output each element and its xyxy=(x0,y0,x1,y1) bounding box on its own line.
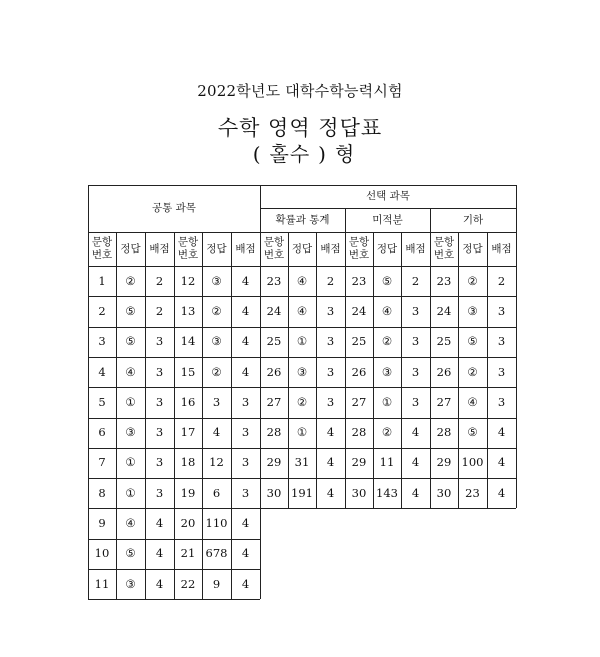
elective-points: 4 xyxy=(326,425,335,440)
common-answer: 678 xyxy=(205,546,228,561)
elective-points: 3 xyxy=(497,303,506,318)
col-header-answer: 정답 xyxy=(462,242,483,255)
common-answer: ③ xyxy=(125,425,136,440)
table-rule xyxy=(88,539,260,540)
common-answer: ① xyxy=(125,485,136,500)
common-points: 3 xyxy=(155,485,164,500)
col-header-points: 배점 xyxy=(405,242,426,255)
elective-answer: 31 xyxy=(294,455,310,470)
elective-points: 3 xyxy=(497,394,506,409)
common-answer: ② xyxy=(211,303,222,318)
col-header-number: 문항 번호 xyxy=(433,236,455,261)
col-header-points: 배점 xyxy=(320,242,341,255)
table-rule xyxy=(88,387,260,388)
common-q-number: 18 xyxy=(180,455,196,470)
common-answer: ③ xyxy=(211,334,222,349)
exam-title: 2022학년도 대학수학능력시험 xyxy=(197,82,403,100)
table-rule xyxy=(373,232,374,508)
elective-q-number: 25 xyxy=(351,334,367,349)
table-rule xyxy=(401,232,402,508)
elective-q-number: 25 xyxy=(266,334,282,349)
table-rule xyxy=(145,232,146,599)
elective-q-number: 30 xyxy=(436,485,452,500)
table-rule xyxy=(487,232,488,508)
col-header-points: 배점 xyxy=(149,242,170,255)
common-q-number: 2 xyxy=(98,303,106,318)
common-answer: 110 xyxy=(205,516,228,531)
elective-points: 3 xyxy=(411,334,420,349)
common-points: 3 xyxy=(155,425,164,440)
table-rule xyxy=(88,508,260,509)
common-answer: ① xyxy=(125,394,136,409)
elective-points: 3 xyxy=(326,303,335,318)
elective-answer: 191 xyxy=(291,485,313,500)
table-rule xyxy=(260,478,516,479)
table-rule xyxy=(260,418,516,419)
common-points: 4 xyxy=(155,546,164,561)
elective-answer: ② xyxy=(467,364,478,379)
elective-points: 4 xyxy=(497,425,506,440)
elective-q-number: 26 xyxy=(436,364,452,379)
common-q-number: 17 xyxy=(180,425,196,440)
elective-answer: ① xyxy=(296,334,308,349)
elective-answer: ① xyxy=(296,425,308,440)
common-q-number: 6 xyxy=(98,425,106,440)
table-rule xyxy=(516,185,518,508)
elective-answer: 11 xyxy=(379,455,395,470)
paren-close: ) xyxy=(318,142,327,166)
table-rule xyxy=(260,357,516,358)
col-header-number: 문항 번호 xyxy=(348,236,370,261)
table-rule xyxy=(88,185,90,599)
table-rule xyxy=(260,208,516,209)
common-q-number: 20 xyxy=(180,516,196,531)
table-rule xyxy=(288,232,289,508)
common-q-number: 10 xyxy=(94,546,110,561)
table-rule xyxy=(116,232,117,599)
elective-answer: ⑤ xyxy=(467,334,478,349)
common-points: 4 xyxy=(155,516,164,531)
elective-q-number: 23 xyxy=(351,273,367,288)
elective-q-number: 23 xyxy=(266,273,282,288)
common-q-number: 14 xyxy=(180,334,196,349)
elective-q-number: 26 xyxy=(351,364,367,379)
table-rule xyxy=(174,232,175,599)
common-points: 3 xyxy=(155,334,164,349)
elective-q-number: 28 xyxy=(351,425,367,440)
elective-q-number: 28 xyxy=(266,425,282,440)
elective-points: 3 xyxy=(326,334,335,349)
subject-title: 수학 영역 정답표 xyxy=(217,116,383,140)
table-rule xyxy=(88,448,260,449)
elective-answer: ② xyxy=(467,273,478,288)
table-rule xyxy=(345,208,346,232)
common-q-number: 8 xyxy=(98,485,106,500)
common-points: 4 xyxy=(241,516,250,531)
elective-points: 3 xyxy=(326,394,335,409)
common-q-number: 4 xyxy=(98,364,106,379)
elective-points: 4 xyxy=(411,455,420,470)
table-rule xyxy=(88,357,260,358)
elective-q-number: 29 xyxy=(436,455,452,470)
col-header-number: 문항 번호 xyxy=(177,236,199,261)
elective-answer: ① xyxy=(381,394,393,409)
common-points: 4 xyxy=(241,364,250,379)
table-rule xyxy=(260,448,516,449)
table-rule xyxy=(260,185,262,599)
elective-q-number: 29 xyxy=(351,455,367,470)
form-type: 홀수 xyxy=(269,142,311,166)
form-suffix: 형 xyxy=(334,142,356,166)
table-rule xyxy=(260,232,516,233)
common-points: 4 xyxy=(241,576,250,591)
col-header-answer: 정답 xyxy=(376,242,398,255)
common-q-number: 7 xyxy=(98,455,106,470)
common-points: 4 xyxy=(155,576,164,591)
elective-points: 2 xyxy=(497,273,506,288)
common-q-number: 13 xyxy=(180,303,196,318)
common-answer: 4 xyxy=(212,425,221,440)
common-answer: ③ xyxy=(211,273,222,288)
common-points: 3 xyxy=(241,485,250,500)
elective-q-number: 29 xyxy=(266,455,282,470)
common-points: 3 xyxy=(155,364,164,379)
col-header-points: 배점 xyxy=(235,242,256,255)
table-rule xyxy=(88,478,260,479)
elective-answer: ② xyxy=(381,334,393,349)
common-points: 4 xyxy=(241,334,250,349)
elective-points: 3 xyxy=(497,364,506,379)
table-rule xyxy=(260,387,516,388)
common-answer: ① xyxy=(125,455,136,470)
table-rule xyxy=(88,296,260,297)
common-answer: 3 xyxy=(212,394,221,409)
common-answer: 12 xyxy=(209,455,224,470)
common-answer: ④ xyxy=(125,516,136,531)
common-points: 3 xyxy=(155,394,164,409)
col-header-answer: 정답 xyxy=(291,242,313,255)
elective-answer: 100 xyxy=(461,455,484,470)
elective-answer: ④ xyxy=(381,303,393,318)
common-subject-header: 공통 과목 xyxy=(152,202,196,214)
common-q-number: 11 xyxy=(94,576,110,591)
elective-points: 4 xyxy=(497,485,506,500)
table-rule xyxy=(430,208,431,232)
col-header-answer: 정답 xyxy=(120,242,141,255)
elective-answer: ⑤ xyxy=(467,425,478,440)
common-points: 4 xyxy=(241,273,250,288)
common-q-number: 22 xyxy=(180,576,196,591)
elective-q-number: 27 xyxy=(266,394,282,409)
common-points: 3 xyxy=(241,425,250,440)
table-rule xyxy=(231,232,232,599)
elective-q-number: 30 xyxy=(351,485,367,500)
common-q-number: 19 xyxy=(180,485,196,500)
elective-q-number: 28 xyxy=(436,425,452,440)
table-rule xyxy=(88,327,260,328)
common-answer: 6 xyxy=(212,485,221,500)
elective-subject-header: 선택 과목 xyxy=(366,190,410,202)
elective-q-number: 25 xyxy=(436,334,452,349)
common-points: 3 xyxy=(241,455,250,470)
common-answer: ⑤ xyxy=(125,334,136,349)
elective-q-number: 26 xyxy=(266,364,282,379)
col-header-answer: 정답 xyxy=(206,242,227,255)
elective-answer: ② xyxy=(296,394,308,409)
elective-points: 4 xyxy=(326,485,335,500)
elective-points: 3 xyxy=(497,334,506,349)
common-q-number: 21 xyxy=(180,546,196,561)
elective-q-number: 27 xyxy=(351,394,367,409)
elective-q-number: 24 xyxy=(266,303,282,318)
col-header-number: 문항 번호 xyxy=(91,236,113,261)
col-header-points: 배점 xyxy=(491,242,512,255)
common-answer: ③ xyxy=(125,576,136,591)
common-points: 2 xyxy=(155,303,164,318)
elective-answer: 143 xyxy=(376,485,398,500)
table-rule xyxy=(88,266,516,268)
elective-q-number: 24 xyxy=(351,303,367,318)
table-rule xyxy=(316,232,317,508)
elective-answer: ④ xyxy=(296,273,308,288)
elective-q-number: 30 xyxy=(266,485,282,500)
common-points: 3 xyxy=(241,394,250,409)
common-points: 4 xyxy=(241,546,250,561)
table-rule xyxy=(430,232,431,508)
elective-points: 2 xyxy=(326,273,335,288)
elective-points: 4 xyxy=(411,485,420,500)
common-q-number: 15 xyxy=(180,364,196,379)
elective-answer: ③ xyxy=(467,303,478,318)
table-rule xyxy=(88,569,260,570)
elective-answer: ④ xyxy=(296,303,308,318)
common-q-number: 16 xyxy=(180,394,196,409)
elective-points: 3 xyxy=(411,364,420,379)
col-header-number: 문항 번호 xyxy=(263,236,285,261)
common-q-number: 1 xyxy=(98,273,106,288)
elective-points: 2 xyxy=(411,273,420,288)
elective-points: 4 xyxy=(411,425,420,440)
common-q-number: 12 xyxy=(180,273,196,288)
elective-q-number: 24 xyxy=(436,303,452,318)
table-rule xyxy=(458,232,459,508)
elective-answer: ③ xyxy=(296,364,308,379)
table-rule xyxy=(260,508,516,510)
common-answer: 9 xyxy=(212,576,221,591)
elective-points: 3 xyxy=(411,394,420,409)
common-answer: ④ xyxy=(125,364,136,379)
common-q-number: 5 xyxy=(98,394,106,409)
elective-answer: ② xyxy=(381,425,393,440)
elective-q-number: 23 xyxy=(436,273,452,288)
elective-answer: ④ xyxy=(467,394,478,409)
table-rule xyxy=(260,327,516,328)
common-answer: ② xyxy=(211,364,222,379)
table-rule xyxy=(202,232,203,599)
elective-answer: ⑤ xyxy=(381,273,393,288)
common-answer: ⑤ xyxy=(125,303,136,318)
common-points: 2 xyxy=(155,273,164,288)
elective-points: 3 xyxy=(326,364,335,379)
elective-points: 3 xyxy=(411,303,420,318)
elective-points: 4 xyxy=(326,455,335,470)
elective-name-3: 기하 xyxy=(462,213,484,226)
table-rule xyxy=(88,185,516,187)
elective-q-number: 27 xyxy=(436,394,452,409)
elective-name-1: 확률과 통계 xyxy=(275,213,330,226)
common-answer: ② xyxy=(125,273,136,288)
common-points: 3 xyxy=(155,455,164,470)
table-rule xyxy=(260,296,516,297)
table-rule xyxy=(345,232,346,508)
elective-name-2: 미적분 xyxy=(372,213,403,226)
elective-answer: 23 xyxy=(465,485,480,500)
common-q-number: 3 xyxy=(98,334,106,349)
common-q-number: 9 xyxy=(98,516,106,531)
common-answer: ⑤ xyxy=(125,546,136,561)
paren-open: ( xyxy=(252,142,262,166)
table-rule xyxy=(88,418,260,419)
common-points: 4 xyxy=(241,303,250,318)
elective-points: 4 xyxy=(497,455,506,470)
elective-answer: ③ xyxy=(381,364,393,379)
